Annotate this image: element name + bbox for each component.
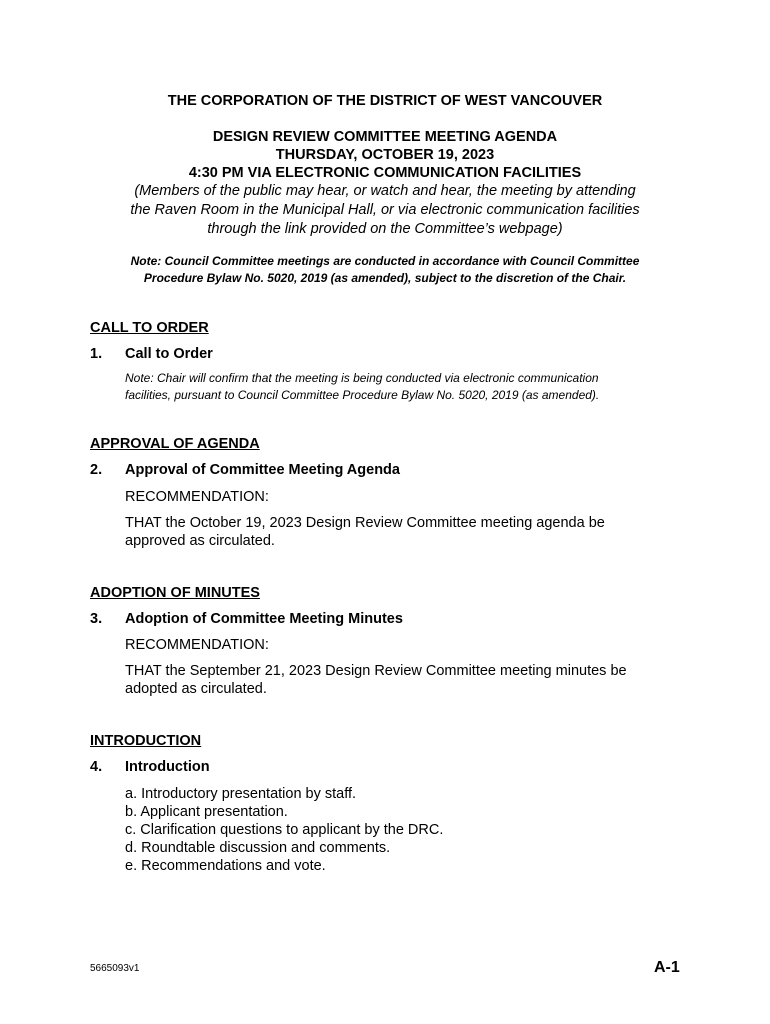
item-title: Call to Order [125,346,213,362]
list-item: c. Clarification questions to applicant by the DRC. [125,822,444,838]
recommendation-line: adopted as circulated. [125,681,267,697]
item-title: Approval of Committee Meeting Agenda [125,462,400,478]
item-number: 4. [90,759,103,775]
council-note [0,253,770,287]
list-item: d. Roundtable discussion and comments. [125,840,391,856]
recommendation-text [125,662,665,698]
public-attendance-note [0,182,770,239]
item-number: 1. [90,346,103,362]
introduction-list [125,785,665,875]
council-note-line: Procedure Bylaw No. 5020, 2019 (as amended), subject to the discretion of the Chair. [143,271,627,285]
section-heading-call-to-order: CALL TO ORDER [90,320,209,336]
chair-note-line: facilities, pursuant to Council Committee Procedure Bylaw No. 5020, 2019 (as amended). [125,388,600,402]
recommendation-line: THAT the September 21, 2023 Design Review Committee meeting minutes be [125,663,627,679]
item-number: 2. [90,462,103,478]
agenda-item-1 [90,346,213,362]
meeting-date: THURSDAY, OCTOBER 19, 2023 [275,147,495,163]
document-id: 5665093v1 [90,963,140,974]
recommendation-line: approved as circulated. [125,533,275,549]
item-title: Introduction [125,759,210,775]
meeting-header [0,128,770,239]
agenda-item-2 [90,462,400,478]
section-heading-introduction: INTRODUCTION [90,733,202,749]
organization-name: THE CORPORATION OF THE DISTRICT OF WEST VANCOUVER [167,93,603,109]
item-number: 3. [90,611,103,627]
agenda-item-3 [90,611,403,627]
item-title: Adoption of Committee Meeting Minutes [125,611,403,627]
meeting-time: 4:30 PM VIA ELECTRONIC COMMUNICATION FACILITIES [188,165,582,181]
chair-note-line: Note: Chair will confirm that the meeting is being conducted via electronic communication [125,371,599,385]
agenda-item-4 [90,759,210,775]
recommendation-label: RECOMMENDATION: [125,489,269,505]
list-item: e. Recommendations and vote. [125,858,326,874]
recommendation-label: RECOMMENDATION: [125,637,269,653]
public-note-line: the Raven Room in the Municipal Hall, or via electronic communication facilities [130,202,640,218]
council-note-line: Note: Council Committee meetings are conducted in accordance with Council Committee [130,254,640,268]
agenda-title: DESIGN REVIEW COMMITTEE MEETING AGENDA [212,129,558,145]
list-item: b. Applicant presentation. [125,804,288,820]
section-heading-adoption-of-minutes: ADOPTION OF MINUTES [90,585,260,601]
public-note-line: through the link provided on the Committee’s webpage) [207,221,563,237]
recommendation-text [125,514,665,550]
public-note-line: (Members of the public may hear, or watch and hear, the meeting by attending [134,183,636,199]
chair-note [125,370,665,404]
recommendation-line: THAT the October 19, 2023 Design Review Committee meeting agenda be [125,515,605,531]
list-item: a. Introductory presentation by staff. [125,786,357,802]
page-number: A-1 [654,959,680,976]
section-heading-approval-of-agenda: APPROVAL OF AGENDA [90,436,260,452]
